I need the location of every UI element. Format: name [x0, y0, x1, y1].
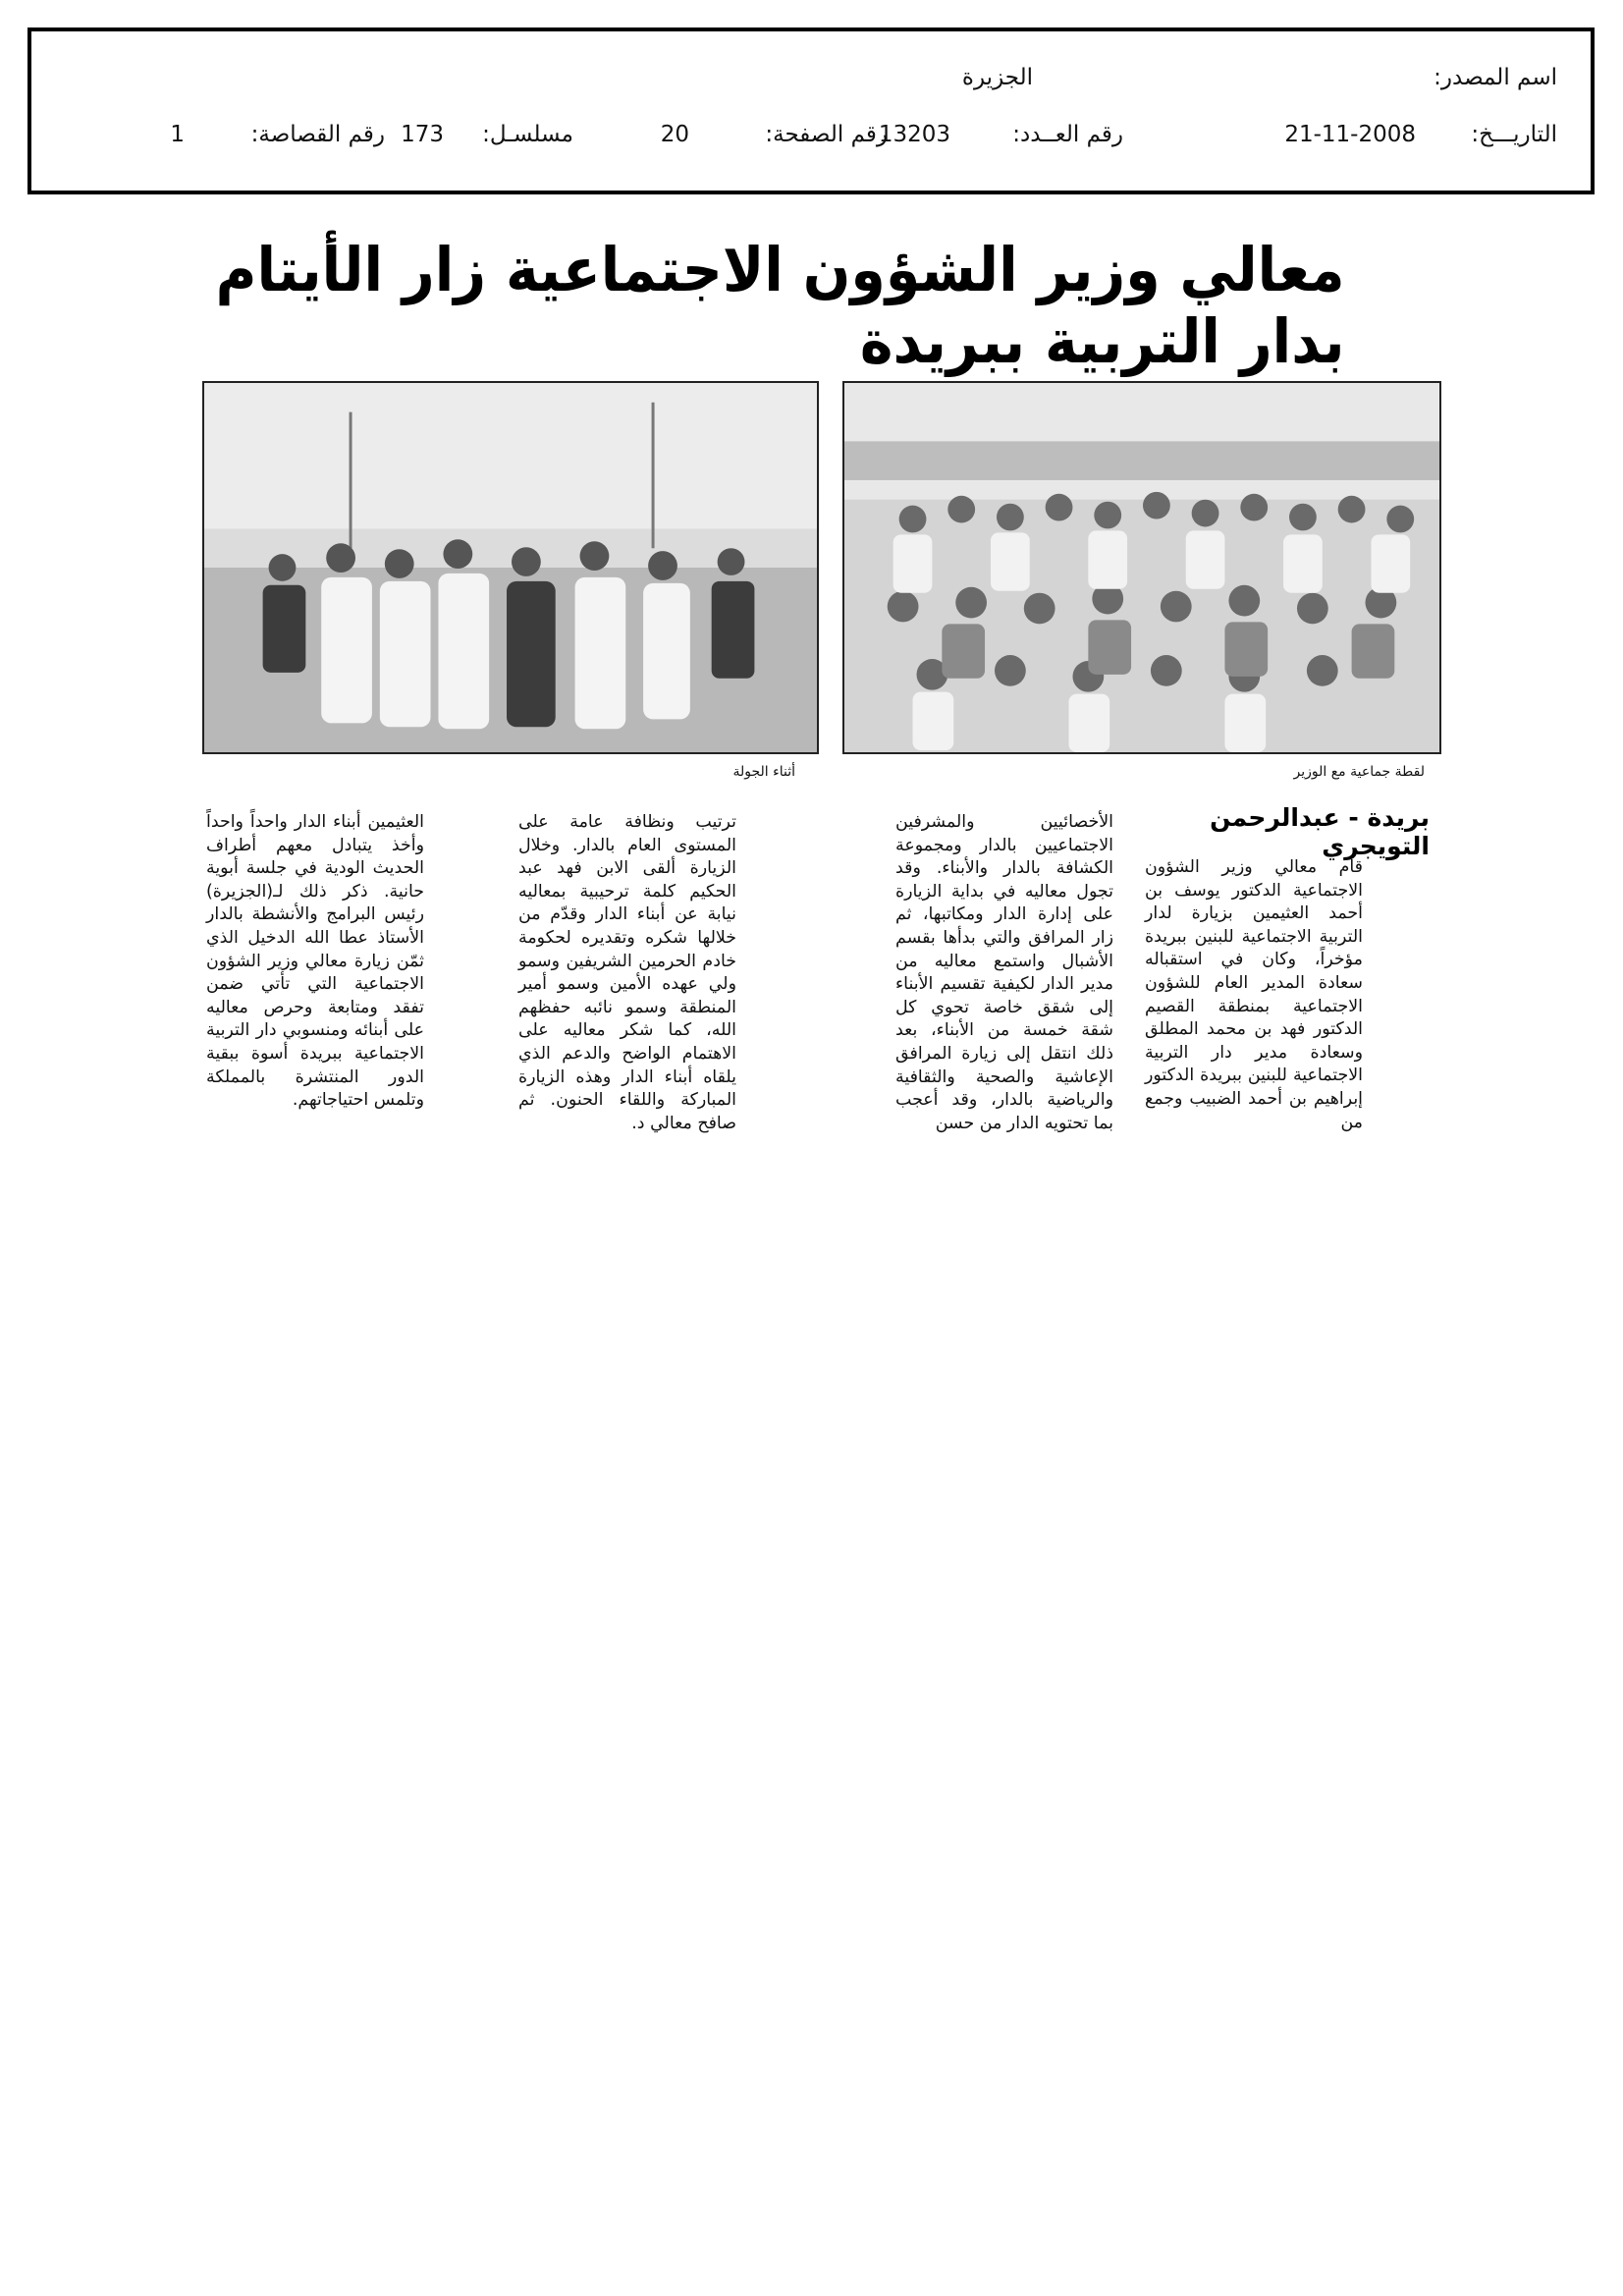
column-3-text: ترتيب ونظافة عامة على المستوى العام بالدار. وخلال الزيارة ألقى الابن فهد عبد الحكيم كلمة ترحيبية بمعاليه نيابة عن أبناء الدار وقدّم من خلالها شكره وتقديره لحكومة خادم الحرمين الشريفين وسمو ولي عهده الأمين وسمو أمير المنطقة وسمو نائبه حفظهم الله، كما شكر معاليه على الاهتمام الواضح والدعم الذي يلقاه أبناء الدار وهذه الزيارة المباركة واللقاء الحنون. ثم صافح معالي د. [518, 812, 736, 1133]
column-1-text: قام معالي وزير الشؤون الاجتماعية الدكتور يوسف بن أحمد العثيمين بزيارة لدار التربية الاجتماعية للبنين ببريدة مؤخراً، وكان في استقباله سعادة المدير العام للشؤون الاجتماعية بمنطقة القصيم الدكتور فهد بن محمد المطلق وسعادة مدير دار التربية الاجتماعية للبنين ببريدة الدكتور إبراهيم بن أحمد الضبيب وجمع من [1145, 857, 1363, 1132]
clipping-info-box [27, 27, 1595, 194]
date-value: 21-11-2008 [1284, 122, 1416, 147]
page-label: رقم الصفحة: [765, 122, 888, 147]
article-column-2 [895, 811, 1113, 1210]
article-byline: بريدة - عبدالرحمن التويجري [1210, 803, 1430, 860]
issue-label: رقم العــدد: [1012, 122, 1123, 147]
clip-value: 1 [170, 122, 185, 147]
source-label: اسم المصدر: [1434, 65, 1557, 90]
page-value: 20 [660, 122, 689, 147]
column-2-text: الأخصائيين والمشرفين الاجتماعيين بالدار ومجموعة الكشافة بالدار والأبناء. وقد تجول معاليه في بداية الزيارة على إدارة الدار ومكاتبها، ثم زار المرافق والتي بدأها بقسم الأشبال واستمع معاليه من مدير الدار لكيفية تقسيم الأبناء إلى شقق خاصة تحوي كل شقة خمسة من الأبناء، بعد ذلك انتقل إلى زيارة المرافق الإعاشية والصحية والثقافية والرياضية بالدار، وقد أعجب بما تحتويه الدار من حسن [895, 812, 1113, 1133]
source-value: الجزيرة [961, 65, 1033, 90]
group-photo [842, 381, 1441, 754]
issue-value: 13203 [878, 122, 950, 147]
serial-label: مسلسـل: [482, 122, 573, 147]
date-label: التاريـــخ: [1471, 122, 1557, 147]
clip-label: رقم القصاصة: [250, 122, 385, 147]
column-4-text: العثيمين أبناء الدار واحداً واحداً وأخذ يتبادل معهم أطراف الحديث الودية في جلسة أبوية حانية. ذكر ذلك لـ(الجزيرة) رئيس البرامج والأنشطة بالدار الأستاذ عطا الله الدخيل الذي ثمّن زيارة معالي وزير الشؤون الاجتماعية التي تأتي ضمن تفقد ومتابعة وحرص معاليه على أبنائه ومنسوبي دار التربية الاجتماعية ببريدة أسوة ببقية الدور المنتشرة بالمملكة وتلمس احتياجاتهم. [206, 812, 424, 1111]
group-photo-caption: لقطة جماعية مع الوزير [1293, 764, 1425, 780]
tour-photo-caption: أثناء الجولة [732, 764, 795, 780]
article-headline: معالي وزير الشؤون الاجتماعية زار الأيتام بدار التربية ببريدة [215, 234, 1345, 377]
tour-photo [202, 381, 819, 754]
serial-value: 173 [401, 122, 444, 147]
article-column-1 [1145, 856, 1363, 1210]
article-column-3 [518, 811, 736, 1210]
article-column-4 [206, 811, 424, 1210]
